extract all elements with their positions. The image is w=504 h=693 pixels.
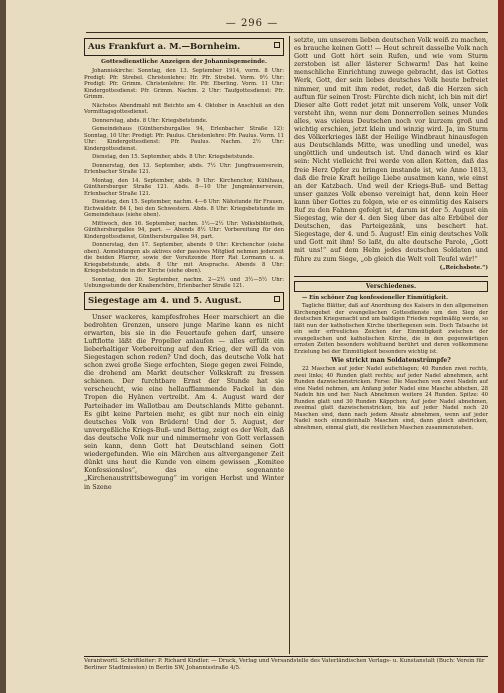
- announcement-paragraph: Dienstag, den 15. September, nachm. 4—6 Uhr: Nähstunde für Frauen, Eichwaldstr. 84 I, bei den Schwestern. Abds. 8 Uhr: Kriegsbetstunde im Gemeindehaus (siehe oben).: [84, 199, 284, 219]
- article-source: („Reichsbote.“): [439, 264, 488, 271]
- misc-paragraph: Tagliche Blätter, daß auf Anordnung des Kaisers in den allgemeinen Kirchengebet der evangelischen Gottesdienste um den Sieg der deutschen Kriegsmacht und um baldigen Frieden regelmäßig werde, so läßt nun der katholischen Kirche überliegenen sein. Doch Tatsache ist ein sehr erfreuliches Zeichen der Einmütigkeit zwischen der evangelischen und katholischen Kirche, die in den gegenwärtigen ernsten Zeiten besonders wohltuend berührt und deren vollkommene Erzielung bei der Einmütigkeit besonders wichtig ist.: [294, 303, 488, 355]
- knitting-section: [294, 366, 488, 431]
- left-column: [84, 36, 284, 654]
- announcements-list: [84, 68, 284, 290]
- article-continuation: [294, 36, 488, 263]
- announcement-paragraph: Sonntag, den 20. September, nachm. 2—2½ und 3½—5½ Uhr: Uebungsstunde der Knabenchöre, Erlenbacher Straße 121.: [84, 276, 284, 290]
- announcement-paragraph: Dienstag, den 15. September, abds. 8 Uhr: Kriegsbetstunde.: [92, 154, 255, 161]
- book-spine: [498, 0, 504, 693]
- knitting-paragraph: 22 Maschen auf jeder Nadel aufschlagen; 40 Runden zwei rechts, zwei links; 40 Runden glatt rechts; auf jeder Nadel abnehmen, acht Runden dazwischenstricken. Ferse: Die Maschen von zwei Nadeln auf eine Nadel nehmen, am Anfang jeder Nadel eine Masche abheben, 28 Nadeln hin und her. Nach Abnehmen weitere 24 Runden. Spitze: 40 Runden glatt und 30 Runden Käppchen; Auf jeder Nadel abnehmen, zweimal glatt dazwischenstricken, bis auf jeder Nadel noch 20 Maschen sind, dann nach jedem Absatz abnehmen, wenn auf jeder Nadel noch einundeinhalb Maschen sind, dann gleich abstricken, abnehmen, einmal glatt, die restlichen Maschen zusammenziehen.: [294, 366, 488, 431]
- square-ornament-icon: [274, 42, 280, 48]
- section-title-verschiedenes: Verschiedenes.: [294, 281, 488, 292]
- announcement-paragraph: Mittwoch, den 16. September, nachm. 1½—2½ Uhr: Volksbibliothek, Günthersburgallee 94, part. — Abends 8½ Uhr: Vorbereitung für den Kindergottesdienst, Günthersburgallee 94, part.: [84, 220, 284, 240]
- misc-section: [294, 295, 488, 356]
- announcement-paragraph: Donnerstag, abds. 8 Uhr: Kriegsbetstunde.: [92, 117, 208, 124]
- announcement-paragraph: Montag, den 14. September, abds. 9 Uhr: Kirchenchor, Kühlhaus, Günthersburger Straße 121. Abds. 8—10 Uhr Jungmännerverein, Erlenbacher Straße 121.: [84, 177, 284, 197]
- article-siegestage: [84, 313, 284, 491]
- section-title-siegestage: Siegestage am 4. und 5. August.: [88, 295, 242, 306]
- knitting-title: Wie strickt man Soldatenstrümpfe?: [331, 357, 451, 365]
- announcement-paragraph: Nächstes Abendmahl mit Beichte am 4. Oktober in Anschluß an den Vormittagsgottesdienst.: [84, 102, 284, 116]
- article-paragraph: Unser wackeres, kampfesfrohes Heer marschiert an die bedrohten Grenzen, unsere junge Marine kann es nicht erwarten, bis sie in die Feuertaufe gehen darf, unsere Luftflotte läßt die Propeller anlaufen — alles erfüllt ein lieberhaltiger Vorbereitung auf den Krieg, der will da von Siegestagen schon reden? Und doch, das deutsche Volk hat schon zwei große Siege erfochten, Siege gegen zwei Feinde, die drohend am Markt deutscher Volkskraft zu fressen schienen. Der furchtbare Ernst der Stunde hat sie verscheucht, wie eine hellaufflammende Fackel in den Tropen die Hyänen vertreibt. Am 4. August ward der Parteihader im Wallotbau am Deutschlands Mitte gebannt. Es gibt keine Parteien mehr, es gibt nur noch ein einig deutsches Volk von Brüdern! Und der 5. August, der unvergeßliche Kriegs-Buß- und Bettag, zeigt es der Welt, daß das deutsche Volk nur und nimmermehr von Gott verlassen sein kann, denn Gott hat Deutschland seinen Gott wiedergefunden. Wie ein Märchen aus altvergangener Zeit dünkt uns heut die Kunde von einem gewissen „Komitee Konfessionslos“, das eine sogenannte „Kirchenaustrittsbewegung“ im vorigen Herbst und Winter in Szene: [84, 312, 284, 491]
- imprint-footer: Verantwortl. Schriftleiter: P. Richard Kindler. — Druck, Verlag und Versandstelle des Vaterländischen Verlags- u. Kunstanstalt (Buch: Verein für Berliner Stadtmission) in Berlin SW, Johannisstraße 4/5.: [84, 656, 488, 672]
- announcement-paragraph: Johanniskirche: Sonntag, den 13. September 1914, vorm. 8 Uhr: Predigt: Pfr. Strebel. Christenlehre: Hr. Pfr. Strebel. Vorm. 9½ Uhr: Predigt: Pfr. Grimm. Christenlehre: Hr. Pfr. Eberling. Vorm. 11 Uhr: Kindergottesdienst: Pfr. Grimm. Nachm. 2 Uhr: Taufgottesdienst: Pfr. Grimm.: [84, 68, 284, 101]
- page-number: — 296 —: [225, 18, 279, 29]
- top-rule: [86, 32, 488, 33]
- article-paragraph: setzte, um unserem lieben deutschen Volk weiß zu machen, es brauche keinen Gott! — Heut schreit dasselbe Volk nach Gott und Gott hört sein Rufen, und wie vom Sturm zerstoben ist aller lästerer Schwarm! Das hat keine menschliche Einrichtung zuwege gebracht, das ist Gottes Werk, Gott, der sein liebes deutsches Volk heute befreiet nimmer, und mit ihm redet, redet, daß die Herzen sich auftun für seinen Trost: Fürchte dich nicht, ich bin mit dir! Dieser alte Gott redet jetzt mit unserem Volk, unser Volk versteht ihn, wenn nur dem Donnerrollen seines Mundes alles, was vieleus Deutschen noch vor kurzem groß und wichtig erschien, jetzt klein und winzig wird. Ja, im Sturm des Völkerkrieges läßt der Heilige Windbraut hinausfegen aus Deutschlands Mitte, was unedling und unedel, was ungöttlich und undeutsch ist. Und danach wird es klar sein: Nicht vielleicht frei werde von allen Ketten, daß das freie Herz Opfer zu bringen imstande ist, wie Anno 1813, daß die freie Kraft heilige Liebe ausatmen kann, wie einst an der Katzbach. Und weil der Kriegs-Buß- und Bettag unser ganzes Volk ebenso vereinigt hat, denn kein Heer kann über Gottes zu folgen, wie er es einmütig des Kaisers Ruf zu den Fahnen gefolgt ist, darum ist der 5. August ein Siegestag, wie der 4. den Sieg über das alte Erbübel der Deutschen, das Parteigezänk, uns beschert hat. Siegestage, der 4. und 5. August! Ein einig deutsches Volk und Gott mit ihm! So laßt, du alte deutsche Parole, „Gott mit uns!“ auf dem Helm jedes deutschen Soldaten und führe zu zum Siege, „ob gleich die Welt voll Teufel wär!“: [294, 36, 488, 263]
- column-separator: [289, 36, 290, 654]
- square-ornament-icon: [274, 296, 280, 302]
- announcements-subtitle: Gottesdienstliche Anzeigen der Johannisgemeinde.: [101, 59, 267, 65]
- right-column: [294, 36, 488, 654]
- document-page: [6, 0, 498, 693]
- misc-subtitle: — Ein schöner Zug konfessioneller Einmütigkeit.: [302, 294, 448, 301]
- announcement-paragraph: Gemeindehaus (Günthersburgallee 94, Erlenbacher Straße 12): Sonntag, 10 Uhr: Predigt: Pfr. Paulus. Christenlehre: Pfr. Paulus. Vorm. 11 Uhr: Kindergottesdienst: Pfr. Paulus. Nachm. 2½ Uhr: Kindergottesdienst.: [84, 126, 284, 152]
- section-box-frankfurt: [84, 38, 284, 56]
- section-title-frankfurt: Aus Frankfurt a. M.—Bornheim.: [88, 42, 241, 52]
- announcement-paragraph: Donnerstag, den 13. September, abds. 7½ Uhr: Jungfrauenverein, Erlenbacher Straße 121.: [84, 162, 284, 176]
- announcement-paragraph: Donnerstag, den 17. September, abends 9 Uhr: Kirchenchor (siehe oben). Anmeldungen als aktives oder passives Mitglied nehmen jederzeit die beiden Pfarrer, sowie der Vorsitzende Herr Rat Lormann u. a. Kriegsbetstunde, abds. 8 Uhr mit Ansprache. Abends 8 Uhr: Kriegsbetstunde in der Kirche (siehe oben).: [84, 242, 284, 275]
- divider: [294, 276, 488, 277]
- section-box-siegestage: [84, 292, 284, 310]
